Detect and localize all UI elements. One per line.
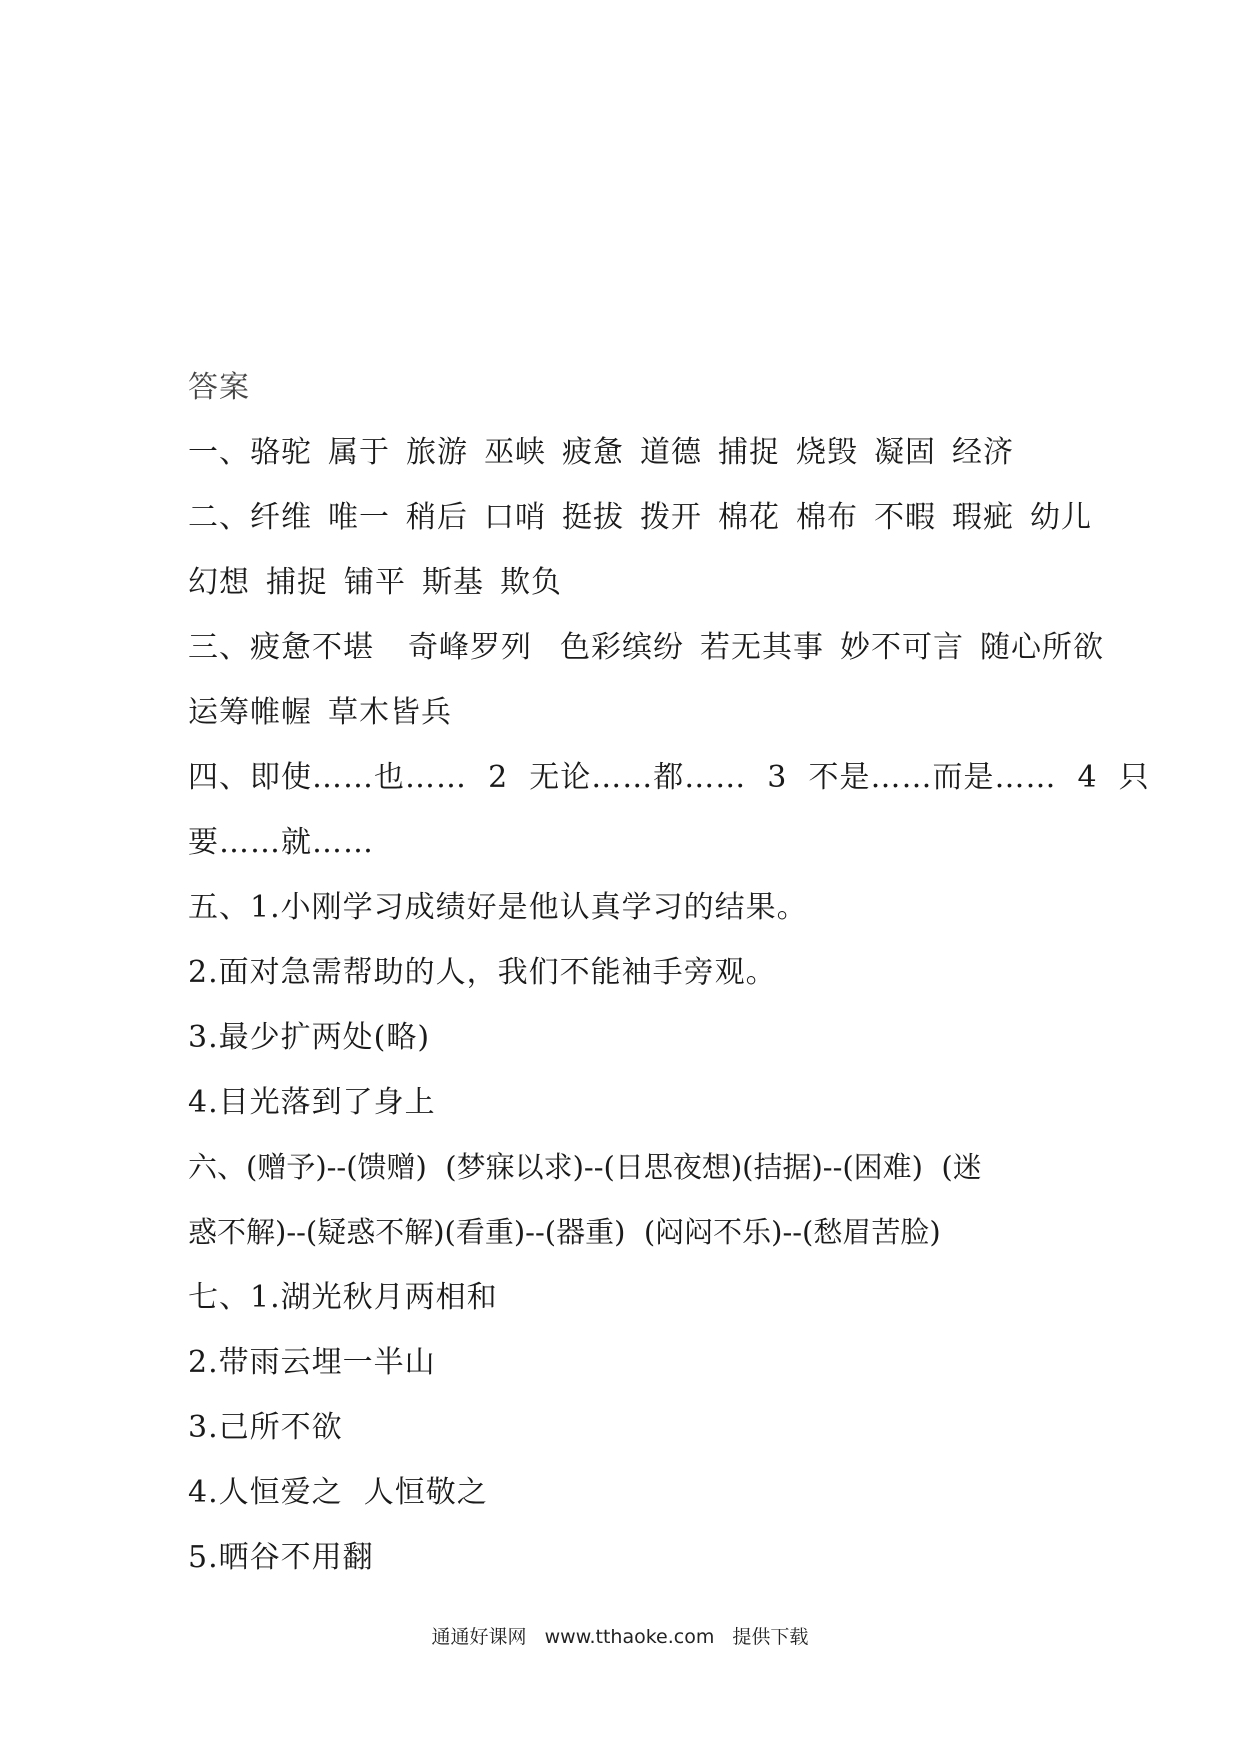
answer-word: 斯基 (422, 565, 484, 600)
answer-word: 幼儿 (1030, 500, 1092, 535)
answer-idiom: 运筹帷幄 (188, 695, 312, 730)
section-6-line-2: 惑不解)--(疑惑不解)(看重)--(器重) (闷闷不乐)--(愁眉苦脸) (188, 1215, 941, 1249)
answer-word: 烧毁 (796, 435, 858, 470)
section-4-line-2: 要……就…… (188, 825, 374, 860)
answer-word: 挺拔 (562, 500, 624, 535)
section-2-label: 二、 (188, 500, 250, 535)
section-7-item-3: 3.己所不欲 (188, 1410, 343, 1445)
page-footer (0, 1622, 1240, 1649)
answer-word: 铺平 (344, 565, 406, 600)
answer-word: 经济 (952, 435, 1014, 470)
section-5-item-2: 2.面对急需帮助的人，我们不能袖手旁观。 (188, 955, 777, 990)
answer-word: 道德 (640, 435, 702, 470)
answer-word: 捕捉 (718, 435, 780, 470)
section-3-line-2 (188, 680, 1068, 745)
footer-url: www.tthaoke.com (544, 1626, 715, 1648)
answer-word: 棉布 (796, 500, 858, 535)
answer-idiom: 随心所欲 (980, 630, 1104, 665)
answer-word: 棉花 (718, 500, 780, 535)
section-5-item-1: 五、1.小刚学习成绩好是他认真学习的结果。 (188, 890, 808, 925)
section-1-line (188, 420, 1068, 485)
section-1-label: 一、 (188, 435, 250, 470)
section-4-line-1: 四、即使……也…… 2 无论……都…… 3 不是……而是…… 4 只 (188, 760, 1150, 795)
answer-content (188, 355, 1150, 1590)
answer-word: 唯一 (328, 500, 390, 535)
answer-word: 纤维 (250, 500, 312, 535)
section-6-line-1: 六、(赠予)--(馈赠) (梦寐以求)--(日思夜想)(拮据)--(困难) (迷 (188, 1150, 982, 1184)
answer-word: 疲惫 (562, 435, 624, 470)
section-7-item-2: 2.带雨云埋一半山 (188, 1345, 436, 1380)
answer-word: 幻想 (188, 565, 250, 600)
answer-idiom: 草木皆兵 (328, 695, 452, 730)
answer-word: 凝固 (874, 435, 936, 470)
answer-word: 欺负 (500, 565, 562, 600)
section-2-line-1 (188, 485, 1092, 550)
section-3-line-1 (188, 615, 1104, 680)
answer-word: 骆驼 (250, 435, 312, 470)
answer-word: 捕捉 (266, 565, 328, 600)
section-7-item-1: 七、1.湖光秋月两相和 (188, 1280, 498, 1315)
footer-suffix: 提供下载 (732, 1626, 809, 1648)
section-5-item-4: 4.目光落到了身上 (188, 1085, 436, 1120)
answer-word: 瑕疵 (952, 500, 1014, 535)
footer-site-name: 通通好课网 (431, 1626, 527, 1648)
answer-word: 属于 (328, 435, 390, 470)
answer-idiom: 妙不可言 (840, 630, 964, 665)
answer-idiom: 若无其事 (700, 630, 824, 665)
answer-word: 不暇 (874, 500, 936, 535)
answer-word: 旅游 (406, 435, 468, 470)
section-5-item-3: 3.最少扩两处(略) (188, 1020, 431, 1055)
answer-word: 拨开 (640, 500, 702, 535)
answer-heading: 答案 (188, 370, 250, 405)
answer-word: 巫峡 (484, 435, 546, 470)
answer-idiom: 奇峰罗列 (408, 630, 532, 665)
answer-idiom: 色彩缤纷 (560, 630, 684, 665)
section-3-label: 三、 (188, 630, 250, 665)
answer-word: 稍后 (406, 500, 468, 535)
answer-idiom: 疲惫不堪 (250, 630, 374, 665)
section-7-item-4: 4.人恒爱之 人恒敬之 (188, 1475, 488, 1510)
section-7-item-5: 5.晒谷不用翻 (188, 1540, 374, 1575)
section-2-line-2 (188, 550, 1068, 615)
answer-word: 口哨 (484, 500, 546, 535)
